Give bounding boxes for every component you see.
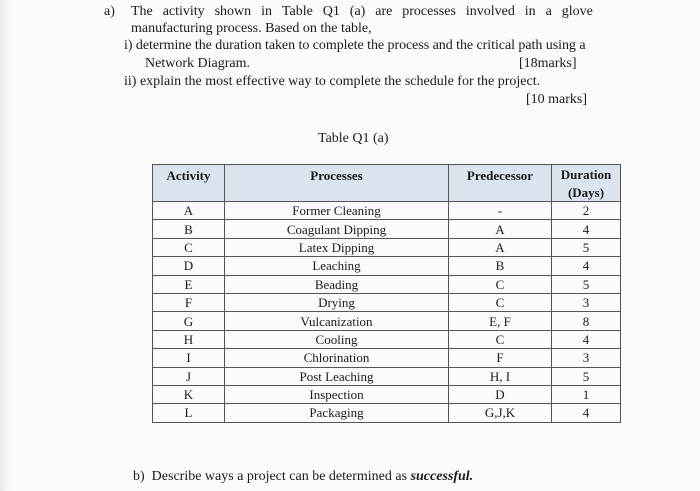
part-b-question: [133, 469, 473, 485]
table-row: [153, 404, 621, 422]
intro-word: glove: [561, 4, 593, 19]
page-edge-shadow: [0, 0, 10, 491]
intro-word: (a): [349, 4, 366, 19]
cell-activity: B: [153, 220, 225, 238]
cell-activity: J: [153, 367, 225, 385]
cell-duration: 4: [552, 330, 621, 348]
cell-activity: D: [153, 257, 225, 275]
cell-activity: H: [153, 330, 225, 348]
cell-predecessor: G,J,K: [449, 404, 552, 422]
table-row: [153, 349, 621, 367]
cell-duration: 5: [552, 275, 621, 293]
part-b-label: b): [133, 469, 145, 484]
cell-activity: K: [153, 385, 225, 403]
cell-predecessor: A: [449, 238, 552, 256]
table-row: [153, 257, 621, 275]
sub-question-ii: ii) explain the most effective way to complete the schedule for the project.: [124, 74, 541, 89]
part-b-text: Describe ways a project can be determined as: [151, 469, 408, 484]
intro-word: The: [131, 4, 153, 19]
cell-process: Former Cleaning: [225, 202, 449, 220]
cell-process: Latex Dipping: [225, 238, 449, 256]
intro-word: are: [375, 4, 393, 19]
cell-predecessor: H, I: [449, 367, 552, 385]
sub-question-i-marks: [18marks]: [519, 56, 577, 71]
intro-word: in: [524, 4, 536, 19]
cell-duration: 1: [552, 385, 621, 403]
cell-process: Post Leaching: [225, 367, 449, 385]
cell-duration: 5: [552, 367, 621, 385]
sub-question-i-line1: i) determine the duration taken to complete the process and the critical path using a: [124, 38, 586, 53]
header-duration-unit: (Days): [552, 184, 621, 202]
table-row: [153, 220, 621, 238]
intro-word: processes: [402, 4, 456, 19]
intro-word: activity: [162, 4, 205, 19]
activity-table: [152, 164, 621, 423]
table-row: [153, 385, 621, 403]
cell-activity: E: [153, 275, 225, 293]
table-row: [153, 367, 621, 385]
table-caption: Table Q1 (a): [318, 131, 389, 146]
cell-predecessor: C: [449, 330, 552, 348]
cell-process: Leaching: [225, 257, 449, 275]
table-row: [153, 293, 621, 311]
cell-process: Inspection: [225, 385, 449, 403]
cell-process: Beading: [225, 275, 449, 293]
intro-word: shown: [214, 4, 252, 19]
part-a-intro-line2: manufacturing process. Based on the table,: [131, 21, 372, 36]
header-processes: Processes: [225, 165, 449, 202]
cell-predecessor: -: [449, 202, 552, 220]
cell-process: Coagulant Dipping: [225, 220, 449, 238]
cell-predecessor: C: [449, 293, 552, 311]
table-row: [153, 202, 621, 220]
cell-process: Packaging: [225, 404, 449, 422]
cell-process: Cooling: [225, 330, 449, 348]
cell-process: Chlorination: [225, 349, 449, 367]
cell-duration: 5: [552, 238, 621, 256]
cell-activity: F: [153, 293, 225, 311]
cell-predecessor: A: [449, 220, 552, 238]
intro-word: a: [545, 4, 552, 19]
header-activity: Activity: [153, 165, 225, 202]
part-a-label: a): [104, 4, 115, 19]
table-body: [153, 202, 621, 423]
header-predecessor: Predecessor: [449, 165, 552, 202]
cell-predecessor: D: [449, 385, 552, 403]
sub-question-ii-marks: [10 marks]: [526, 92, 588, 107]
cell-process: Vulcanization: [225, 312, 449, 330]
table-row: [153, 275, 621, 293]
intro-word: involved: [465, 4, 515, 19]
cell-process: Drying: [225, 293, 449, 311]
cell-duration: 4: [552, 220, 621, 238]
cell-duration: 3: [552, 349, 621, 367]
table-row: [153, 330, 621, 348]
part-a-intro-line1: [131, 4, 593, 20]
cell-duration: 4: [552, 257, 621, 275]
table-row: [153, 312, 621, 330]
cell-predecessor: B: [449, 257, 552, 275]
intro-word: Q1: [322, 4, 340, 19]
cell-duration: 2: [552, 202, 621, 220]
intro-word: in: [261, 4, 272, 19]
cell-duration: 4: [552, 404, 621, 422]
cell-activity: G: [153, 312, 225, 330]
cell-duration: 3: [552, 293, 621, 311]
cell-duration: 8: [552, 312, 621, 330]
header-duration: Duration: [552, 165, 621, 185]
cell-activity: I: [153, 349, 225, 367]
sub-question-i-line2: Network Diagram.: [145, 56, 250, 71]
part-b-emphasis: successful.: [410, 469, 474, 484]
table-row: [153, 238, 621, 256]
intro-word: Table: [281, 4, 313, 19]
cell-activity: L: [153, 404, 225, 422]
cell-predecessor: C: [449, 275, 552, 293]
cell-predecessor: E, F: [449, 312, 552, 330]
cell-activity: C: [153, 238, 225, 256]
cell-activity: A: [153, 202, 225, 220]
cell-predecessor: F: [449, 349, 552, 367]
